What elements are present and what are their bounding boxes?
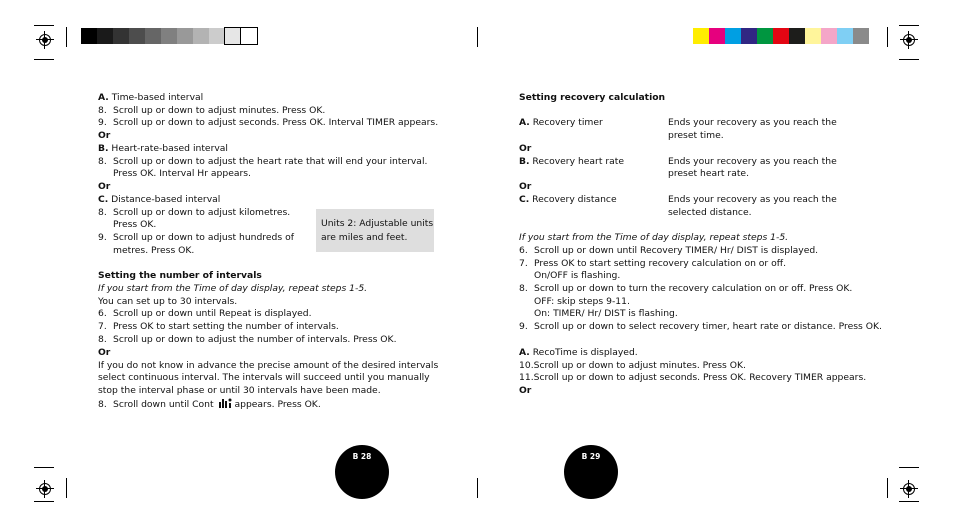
step-text-continued: Press OK. <box>113 219 157 230</box>
color-swatch <box>789 28 805 44</box>
color-swatch <box>741 28 757 44</box>
registration-mark-bottom-right-icon <box>900 480 918 498</box>
step-number: 11. <box>519 372 534 383</box>
step-text-continued: On/OFF is flashing. <box>534 270 621 281</box>
step-number: 10. <box>519 360 534 371</box>
option-text: Recovery timer <box>532 117 603 128</box>
option-description: selected distance. <box>668 207 752 218</box>
color-swatch <box>821 28 837 44</box>
step-text: Scroll down until Cont <box>113 399 214 410</box>
step-text: Scroll up or down to adjust minutes. Press OK. <box>113 105 326 116</box>
gray-swatch <box>145 28 161 44</box>
option-label: C. <box>519 194 530 205</box>
gray-swatch <box>113 28 129 44</box>
step-text: Scroll up or down to adjust seconds. Press OK. Interval TIMER appears. <box>113 117 439 128</box>
color-swatch <box>725 28 741 44</box>
gray-swatch <box>161 28 177 44</box>
option-a-line <box>98 92 203 105</box>
step-text: Press OK to start setting the number of intervals. <box>113 321 339 332</box>
gray-swatch <box>209 28 225 44</box>
option-description: preset heart rate. <box>668 168 750 179</box>
option-label: C. <box>98 194 109 205</box>
option-label: B. <box>519 156 530 167</box>
color-swatch <box>853 28 869 44</box>
body-text: select continuous interval. The intervals will succeed until you manually <box>98 372 430 383</box>
registration-mark-top-right-icon <box>900 31 918 49</box>
color-swatch <box>773 28 789 44</box>
or-label: Or <box>98 130 111 141</box>
step-line <box>98 398 321 412</box>
page-number-badge <box>335 445 389 499</box>
crop-mark <box>34 501 54 502</box>
color-swatch <box>757 28 773 44</box>
option-c-line <box>519 194 617 207</box>
step-line <box>519 245 818 258</box>
step-text: Scroll up or down to select recovery timer, heart rate or distance. Press OK. <box>534 321 882 332</box>
step-text-continued: OFF: skip steps 9-11. <box>534 296 630 307</box>
heart-rate-bars-icon <box>219 398 233 408</box>
color-swatch <box>805 28 821 44</box>
crop-mark <box>899 59 919 60</box>
step-text: Scroll up or down to adjust minutes. Press OK. <box>533 360 746 371</box>
body-text: If you do not know in advance the precise amount of the desired intervals <box>98 360 439 371</box>
step-line <box>98 117 438 130</box>
crop-mark <box>34 59 54 60</box>
step-line <box>98 321 339 334</box>
option-label: A. <box>98 92 109 103</box>
step-text-continued: metres. Press OK. <box>113 245 195 256</box>
page-number: B 29 <box>581 452 601 461</box>
step-line <box>519 372 866 385</box>
step-line <box>98 207 290 220</box>
step-text: Scroll up or down to adjust the number of intervals. Press OK. <box>113 334 397 345</box>
section-heading: Setting the number of intervals <box>98 270 262 281</box>
body-text: You can set up to 30 intervals. <box>98 296 238 307</box>
step-text: appears. Press OK. <box>234 399 321 410</box>
step-text: Scroll up or down to adjust seconds. Press OK. Recovery TIMER appears. <box>533 372 867 383</box>
step-text: Scroll up or down to adjust kilometres. <box>113 207 291 218</box>
grayscale-calibration-bar <box>81 28 261 44</box>
gray-swatch <box>97 28 113 44</box>
crop-mark <box>477 478 478 498</box>
option-b-line <box>98 143 228 156</box>
option-text: Heart-rate-based interval <box>111 143 228 154</box>
option-text: Recovery distance <box>532 194 617 205</box>
option-text: Distance-based interval <box>111 194 221 205</box>
step-text: Press OK to start setting recovery calculation on or off. <box>534 258 787 269</box>
intro-text: If you start from the Time of day display, repeat steps 1-5. <box>98 283 368 294</box>
gray-swatch <box>225 28 241 44</box>
option-label: A. <box>519 117 530 128</box>
crop-mark <box>899 467 919 468</box>
option-b-line <box>519 156 624 169</box>
option-label: B. <box>98 143 109 154</box>
step-number: 6. <box>98 308 107 319</box>
step-number: 8. <box>98 156 107 167</box>
step-line <box>98 105 325 118</box>
or-label: Or <box>98 181 111 192</box>
step-line <box>98 308 312 321</box>
option-description: Ends your recovery as you reach the <box>668 117 837 128</box>
crop-mark <box>34 25 54 26</box>
step-number: 6. <box>519 245 528 256</box>
or-label: Or <box>519 181 532 192</box>
step-line <box>519 283 852 296</box>
step-text: Scroll up or down until Repeat is displayed. <box>113 308 312 319</box>
option-text: RecoTime is displayed. <box>532 347 638 358</box>
step-number: 9. <box>519 321 528 332</box>
step-number: 9. <box>98 232 107 243</box>
crop-mark <box>887 27 888 47</box>
option-description: Ends your recovery as you reach the <box>668 194 837 205</box>
step-number: 8. <box>98 105 107 116</box>
gray-swatch <box>81 28 97 44</box>
option-a-line <box>519 347 638 360</box>
note-text: Units 2: Adjustable units <box>321 218 434 229</box>
step-number: 8. <box>98 207 107 218</box>
step-number: 8. <box>98 399 107 410</box>
crop-mark <box>66 478 67 498</box>
gray-swatch <box>193 28 209 44</box>
crop-mark <box>899 501 919 502</box>
color-swatch <box>837 28 853 44</box>
option-text: Recovery heart rate <box>532 156 625 167</box>
step-text: Scroll up or down until Recovery TIMER/ Hr/ DIST is displayed. <box>534 245 819 256</box>
registration-mark-bottom-left-icon <box>36 480 54 498</box>
gray-swatch <box>129 28 145 44</box>
step-line <box>519 321 882 334</box>
step-line <box>98 156 427 169</box>
step-line <box>519 258 786 271</box>
option-text: Time-based interval <box>111 92 204 103</box>
step-line <box>98 334 396 347</box>
page-number: B 28 <box>352 452 372 461</box>
gray-swatch <box>177 28 193 44</box>
registration-mark-top-left-icon <box>36 31 54 49</box>
gray-swatch <box>241 28 257 44</box>
or-label: Or <box>98 347 111 358</box>
step-text-continued: On: TIMER/ Hr/ DIST is flashing. <box>534 308 678 319</box>
crop-mark <box>477 27 478 47</box>
intro-text: If you start from the Time of day display, repeat steps 1-5. <box>519 232 789 243</box>
crop-mark <box>34 467 54 468</box>
section-heading: Setting recovery calculation <box>519 92 666 103</box>
step-text-continued: Press OK. Interval Hr appears. <box>113 168 251 179</box>
step-text: Scroll up or down to turn the recovery calculation on or off. Press OK. <box>534 283 853 294</box>
step-number: 8. <box>519 283 528 294</box>
option-description: Ends your recovery as you reach the <box>668 156 837 167</box>
color-swatch <box>709 28 725 44</box>
step-line <box>519 360 746 373</box>
color-swatch <box>693 28 709 44</box>
option-c-line <box>98 194 220 207</box>
step-number: 9. <box>98 117 107 128</box>
crop-mark <box>899 25 919 26</box>
option-a-line <box>519 117 603 130</box>
step-text: Scroll up or down to adjust hundreds of <box>113 232 294 243</box>
option-label: A. <box>519 347 530 358</box>
step-number: 7. <box>519 258 528 269</box>
or-label: Or <box>519 385 532 396</box>
units-note-box <box>316 209 434 252</box>
note-text: are miles and feet. <box>321 231 408 243</box>
or-label: Or <box>519 143 532 154</box>
page-number-badge <box>564 445 618 499</box>
body-text: stop the interval phase or until 30 intervals have been made. <box>98 385 381 396</box>
crop-mark <box>887 478 888 498</box>
color-calibration-bar <box>693 28 873 44</box>
crop-mark <box>66 27 67 47</box>
step-text: Scroll up or down to adjust the heart rate that will end your interval. <box>113 156 428 167</box>
step-number: 7. <box>98 321 107 332</box>
step-line <box>98 232 294 245</box>
option-description: preset time. <box>668 130 724 141</box>
step-number: 8. <box>98 334 107 345</box>
